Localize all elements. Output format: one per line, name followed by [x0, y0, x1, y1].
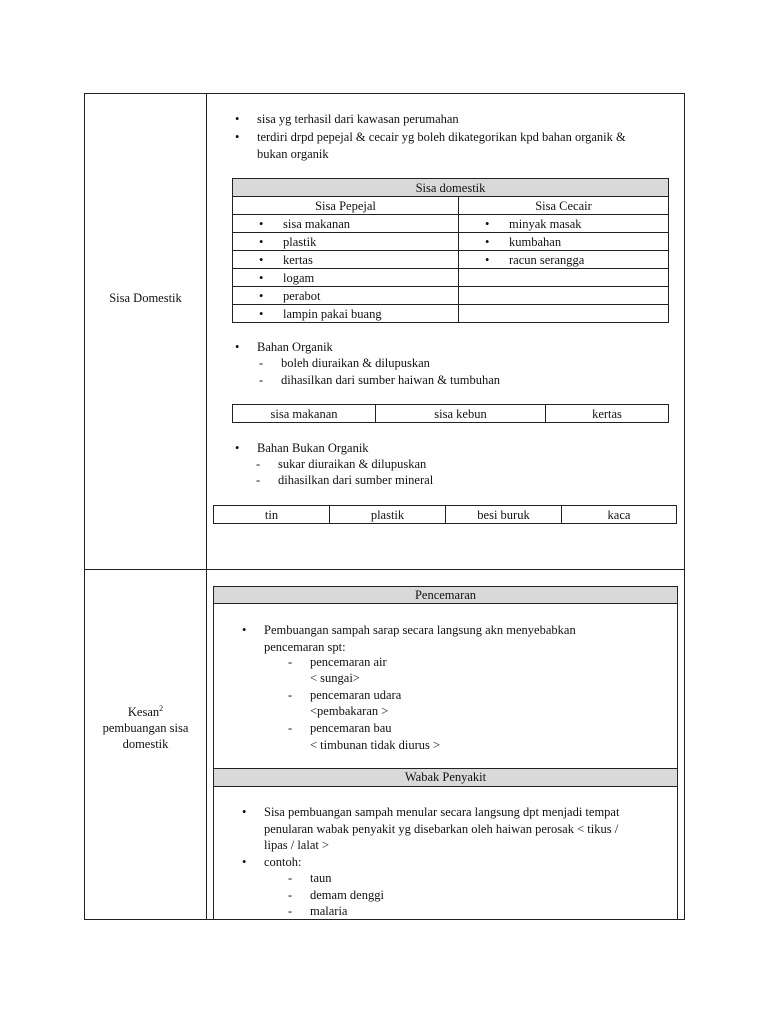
solid-item: • lampin pakai buang [233, 305, 459, 323]
disease-example: - demam denggi [310, 887, 384, 903]
row2-label-line3: domestik [122, 737, 169, 752]
organic-example: sisa makanan [233, 405, 376, 423]
row1-label: Sisa Domestik [109, 291, 182, 305]
inorganic-examples-table [213, 505, 677, 524]
pollution-item-note: < sungai> [310, 671, 360, 685]
solid-item: • sisa makanan [233, 215, 459, 233]
disease-title: Wabak Penyakit [214, 768, 677, 787]
pollution-item: - pencemaran bau [310, 720, 392, 736]
empty-cell [459, 269, 669, 287]
empty-cell [459, 305, 669, 323]
intro-item: • terdiri drpd pepejal & cecair yg boleh dikategorikan kpd bahan organik & [257, 129, 626, 145]
inner-box-right [677, 586, 678, 920]
disease-examples-label: • contoh: [264, 854, 302, 870]
frame-col-divider [206, 93, 207, 920]
solid-item: • logam [233, 269, 459, 287]
disease-example: - malaria [310, 903, 347, 919]
domestic-waste-table [232, 178, 669, 323]
frame-bottom [84, 919, 685, 920]
pollution-item: - pencemaran air [310, 654, 387, 670]
intro-item-continued: bukan organik [257, 147, 329, 161]
organic-point: - dihasilkan dari sumber haiwan & tumbuhan [281, 372, 500, 388]
organic-examples-table [232, 404, 669, 423]
empty-cell [459, 287, 669, 305]
inorganic-example: kaca [562, 506, 677, 524]
intro-item: • sisa yg terhasil dari kawasan perumahan [257, 111, 459, 127]
liquid-item: • racun serangga [459, 251, 669, 269]
pollution-bullet-continued: pencemaran spt: [264, 640, 346, 654]
inorganic-heading: • Bahan Bukan Organik [257, 440, 369, 456]
solid-item: • kertas [233, 251, 459, 269]
disease-example: - taun [310, 870, 332, 886]
row2-label-line1: Kesan [127, 705, 160, 720]
inorganic-point: - dihasilkan dari sumber mineral [278, 472, 433, 488]
frame-top [84, 93, 685, 94]
row2-label-line2: pembuangan sisa [102, 721, 189, 736]
frame-divider [84, 569, 685, 570]
frame-right [684, 93, 685, 920]
liquid-item: • kumbahan [459, 233, 669, 251]
inner-box-left [213, 586, 214, 920]
pollution-title: Pencemaran [214, 587, 677, 604]
solid-item: • perabot [233, 287, 459, 305]
domestic-table-title: Sisa domestik [233, 179, 669, 197]
solid-item: • plastik [233, 233, 459, 251]
pollution-item: - pencemaran udara [310, 687, 401, 703]
organic-heading: • Bahan Organik [257, 339, 333, 355]
pollution-item-note: < timbunan tidak diurus > [310, 738, 441, 752]
organic-example: sisa kebun [376, 405, 546, 423]
inorganic-example: tin [214, 506, 330, 524]
disease-bullet-continued: lipas / lalat > [264, 838, 330, 852]
liquid-header: Sisa Cecair [459, 197, 669, 215]
pollution-bullet: • Pembuangan sampah sarap secara langsung akn menyebabkan [264, 622, 576, 638]
inorganic-point: - sukar diuraikan & dilupuskan [278, 456, 426, 472]
row2-label-sup: 2 [159, 704, 164, 713]
inorganic-example: besi buruk [446, 506, 562, 524]
organic-example: kertas [546, 405, 669, 423]
solid-header: Sisa Pepejal [233, 197, 459, 215]
organic-point: - boleh diuraikan & dilupuskan [281, 355, 430, 371]
disease-bullet-continued: penularan wabak penyakit yg disebarkan oleh haiwan perosak < tikus / [264, 822, 619, 836]
inorganic-example: plastik [330, 506, 446, 524]
pollution-item-note: <pembakaran > [310, 704, 389, 718]
row2-label [85, 701, 206, 752]
disease-bullet: • Sisa pembuangan sampah menular secara langsung dpt menjadi tempat [264, 804, 619, 820]
frame-left [84, 93, 85, 920]
liquid-item: • minyak masak [459, 215, 669, 233]
